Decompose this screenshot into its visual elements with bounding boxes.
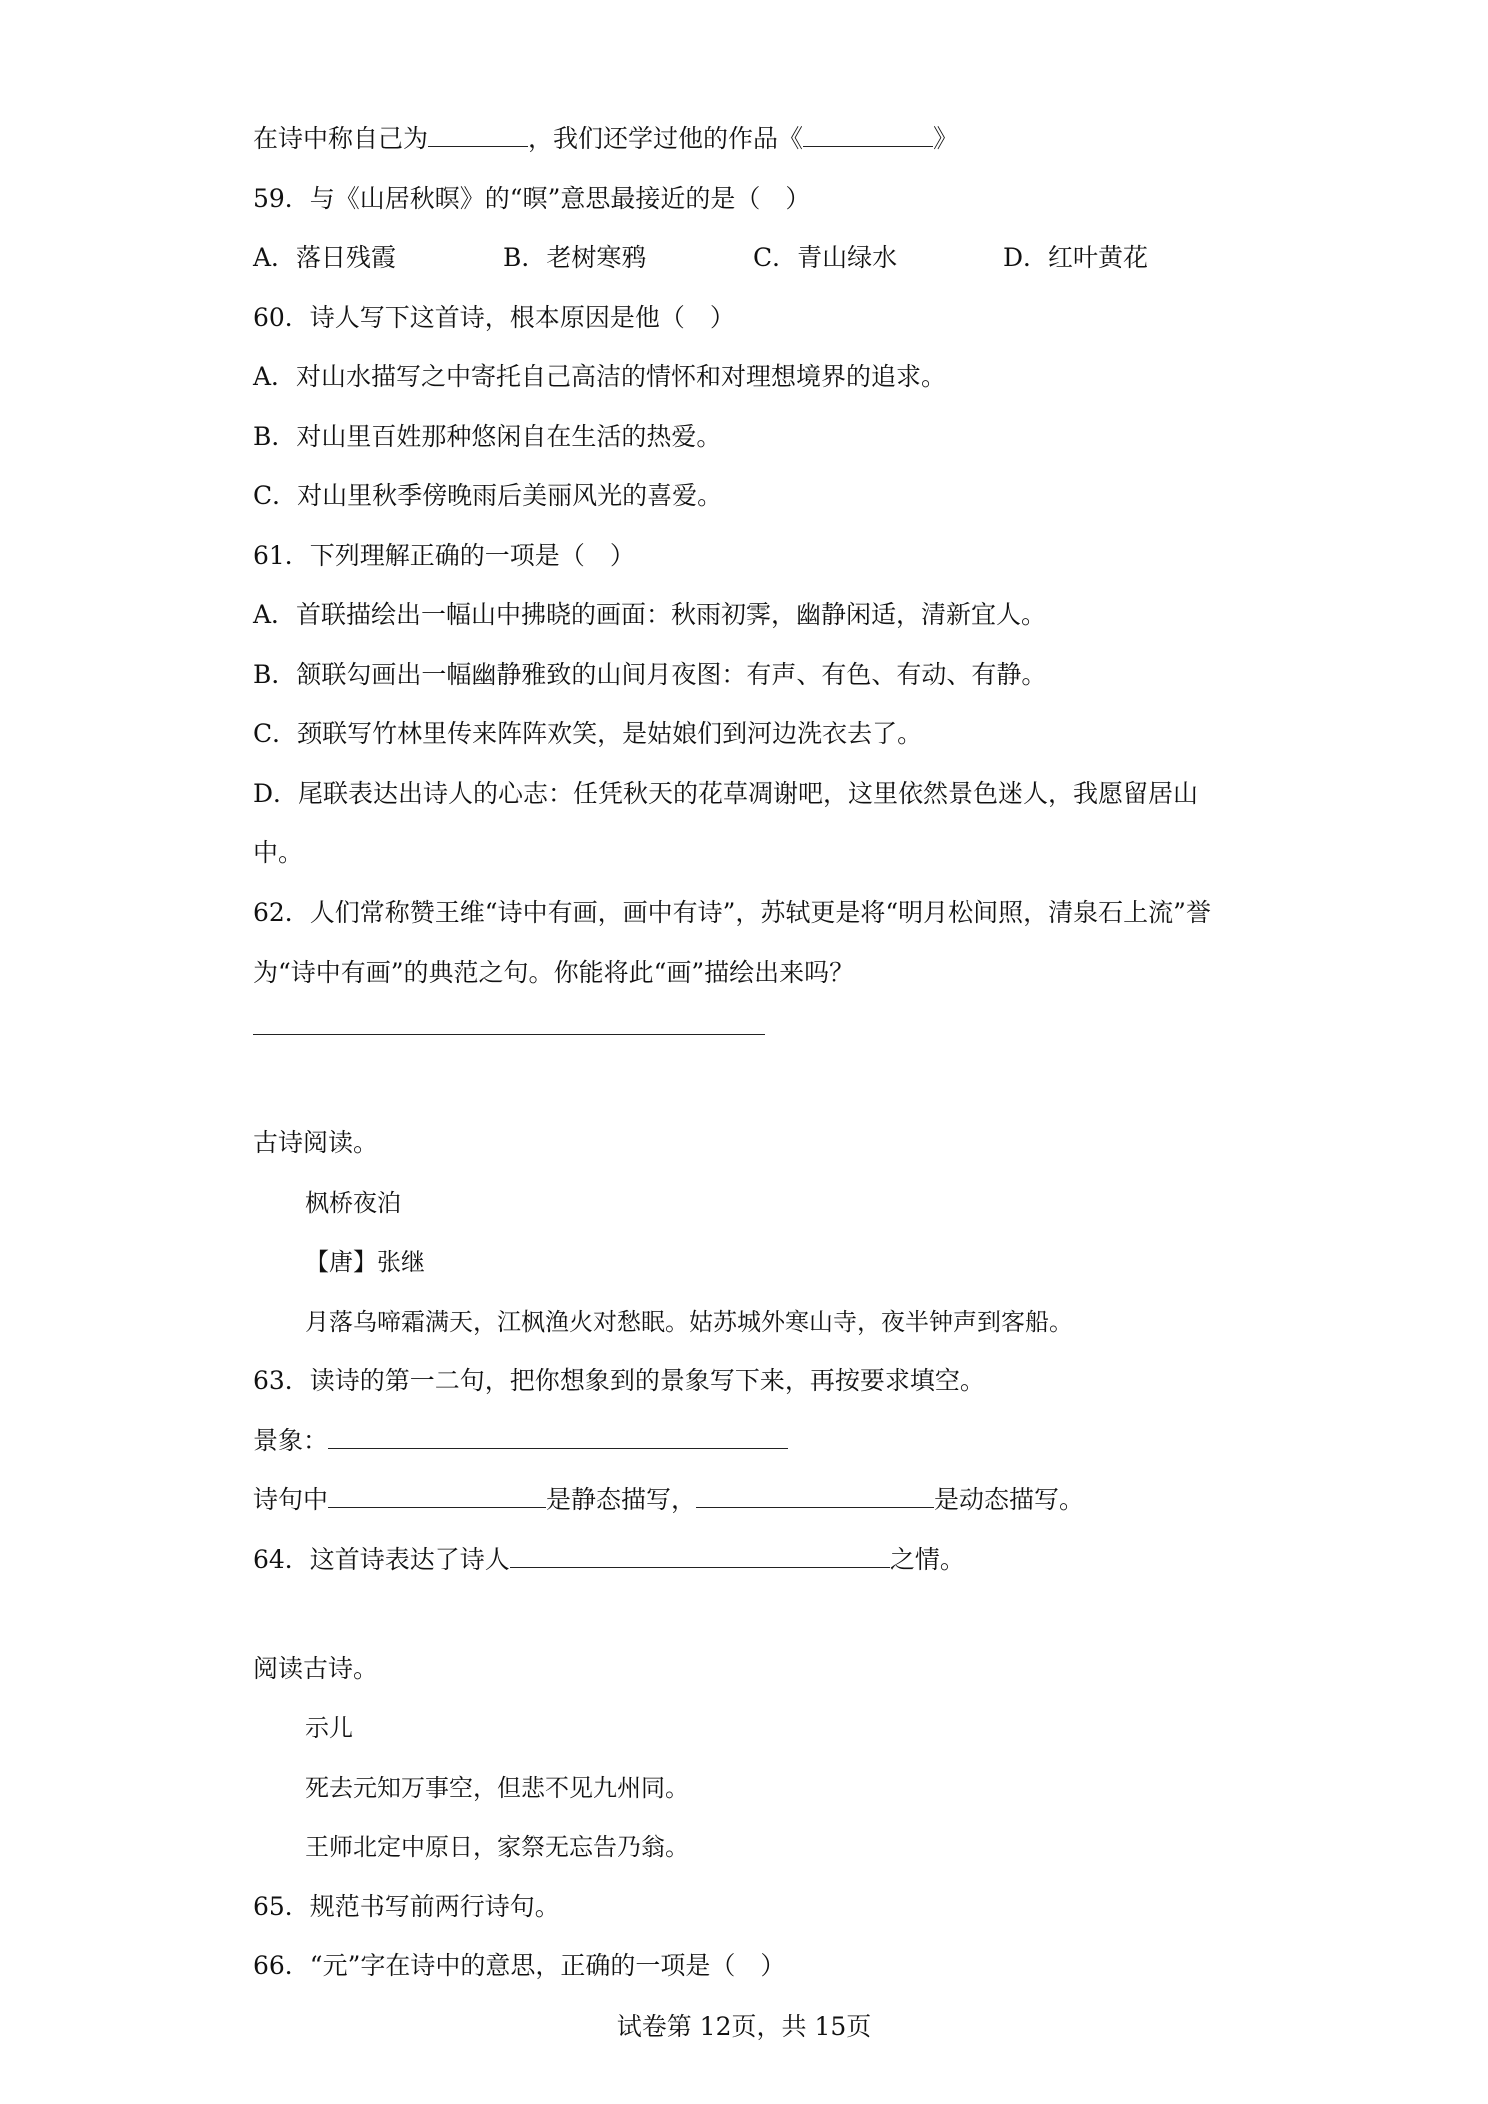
q58-prefix: 在诗中称自己为 [253, 124, 429, 153]
q59-options [253, 241, 1253, 275]
q61-option-a[interactable]: A．首联描绘出一幅山中拂晓的画面：秋雨初霁，幽静闲适，清新宜人。 [253, 600, 1047, 629]
q58-suffix: 》 [933, 124, 959, 153]
q59-stem: 59．与《山居秋暝》的“暝”意思最接近的是（ ） [253, 184, 811, 213]
q63-dynamic-text: 是动态描写。 [934, 1485, 1085, 1514]
q61-option-c[interactable]: C．颈联写竹林里传来阵阵欢笑，是姑娘们到河边洗衣去了。 [253, 719, 923, 748]
poem1-text: 月落乌啼霜满天，江枫渔火对愁眠。姑苏城外寒山寺，夜半钟声到客船。 [305, 1308, 1073, 1336]
q63-static-blank[interactable] [328, 1485, 546, 1508]
q62-line-2: 为“诗中有画”的典范之句。你能将此“画”描绘出来吗？ [253, 958, 855, 987]
poem2-line-2: 王师北定中原日，家祭无忘告乃翁。 [305, 1833, 689, 1861]
q58-middle: ，我们还学过他的作品《 [528, 124, 804, 153]
q61-option-d-continued: 中。 [253, 838, 304, 867]
q58-blank-name[interactable] [428, 124, 528, 147]
q63-static-text: 是静态描写， [546, 1485, 697, 1514]
poem1-author: 【唐】张继 [305, 1248, 425, 1276]
q64-prefix: 64．这首诗表达了诗人 [253, 1545, 510, 1574]
q61-option-b[interactable]: B．颔联勾画出一幅幽静雅致的山间月夜图：有声、有色、有动、有静。 [253, 660, 1047, 689]
q63-stem: 63．读诗的第一二句，把你想象到的景象写下来，再按要求填空。 [253, 1366, 985, 1395]
q64-suffix: 之情。 [889, 1545, 965, 1574]
q62-answer-line[interactable] [253, 1034, 765, 1035]
q63-line-prefix: 诗句中 [253, 1485, 329, 1514]
q59-option-d[interactable]: D．红叶黄花 [1003, 243, 1149, 272]
q58-blank-work[interactable] [803, 124, 933, 147]
q61-option-d[interactable]: D．尾联表达出诗人的心志：任凭秋天的花草凋谢吧，这里依然景色迷人，我愿留居山 [253, 779, 1199, 808]
q63-scene-label: 景象： [253, 1426, 329, 1455]
poem2-title: 示儿 [305, 1714, 353, 1742]
q60-option-c[interactable]: C．对山里秋季傍晚雨后美丽风光的喜爱。 [253, 481, 723, 510]
page-footer: 试卷第 12页，共 15页 [616, 2012, 872, 2041]
q59-option-c[interactable]: C．青山绿水 [753, 243, 898, 272]
q60-option-b[interactable]: B．对山里百姓那种悠闲自在生活的热爱。 [253, 422, 722, 451]
q65-stem: 65．规范书写前两行诗句。 [253, 1892, 560, 1921]
q63-fill-line [253, 1483, 1084, 1517]
q59-option-a[interactable]: A．落日残霞 [253, 243, 397, 272]
q63-scene-line [253, 1424, 788, 1458]
q66-stem: 66．“元”字在诗中的意思，正确的一项是（ ） [253, 1951, 786, 1980]
q60-option-a[interactable]: A．对山水描写之中寄托自己高洁的情怀和对理想境界的追求。 [253, 362, 947, 391]
q64-line [253, 1543, 965, 1577]
poem2-line-1: 死去元知万事空，但悲不见九州同。 [305, 1774, 689, 1802]
q63-dynamic-blank[interactable] [696, 1485, 934, 1508]
q60-stem: 60．诗人写下这首诗，根本原因是他（ ） [253, 303, 735, 332]
q62-line-1: 62．人们常称赞王维“诗中有画，画中有诗”，苏轼更是将“明月松间照，清泉石上流”誉 [253, 898, 1211, 927]
section2-heading: 古诗阅读。 [253, 1128, 379, 1157]
q64-blank[interactable] [510, 1545, 890, 1568]
q59-option-b[interactable]: B．老树寒鸦 [503, 243, 647, 272]
q61-stem: 61．下列理解正确的一项是（ ） [253, 541, 635, 570]
q58-answer-line [253, 122, 958, 156]
q63-scene-blank[interactable] [328, 1426, 788, 1449]
section3-heading: 阅读古诗。 [253, 1654, 379, 1683]
poem1-title: 枫桥夜泊 [305, 1189, 401, 1217]
